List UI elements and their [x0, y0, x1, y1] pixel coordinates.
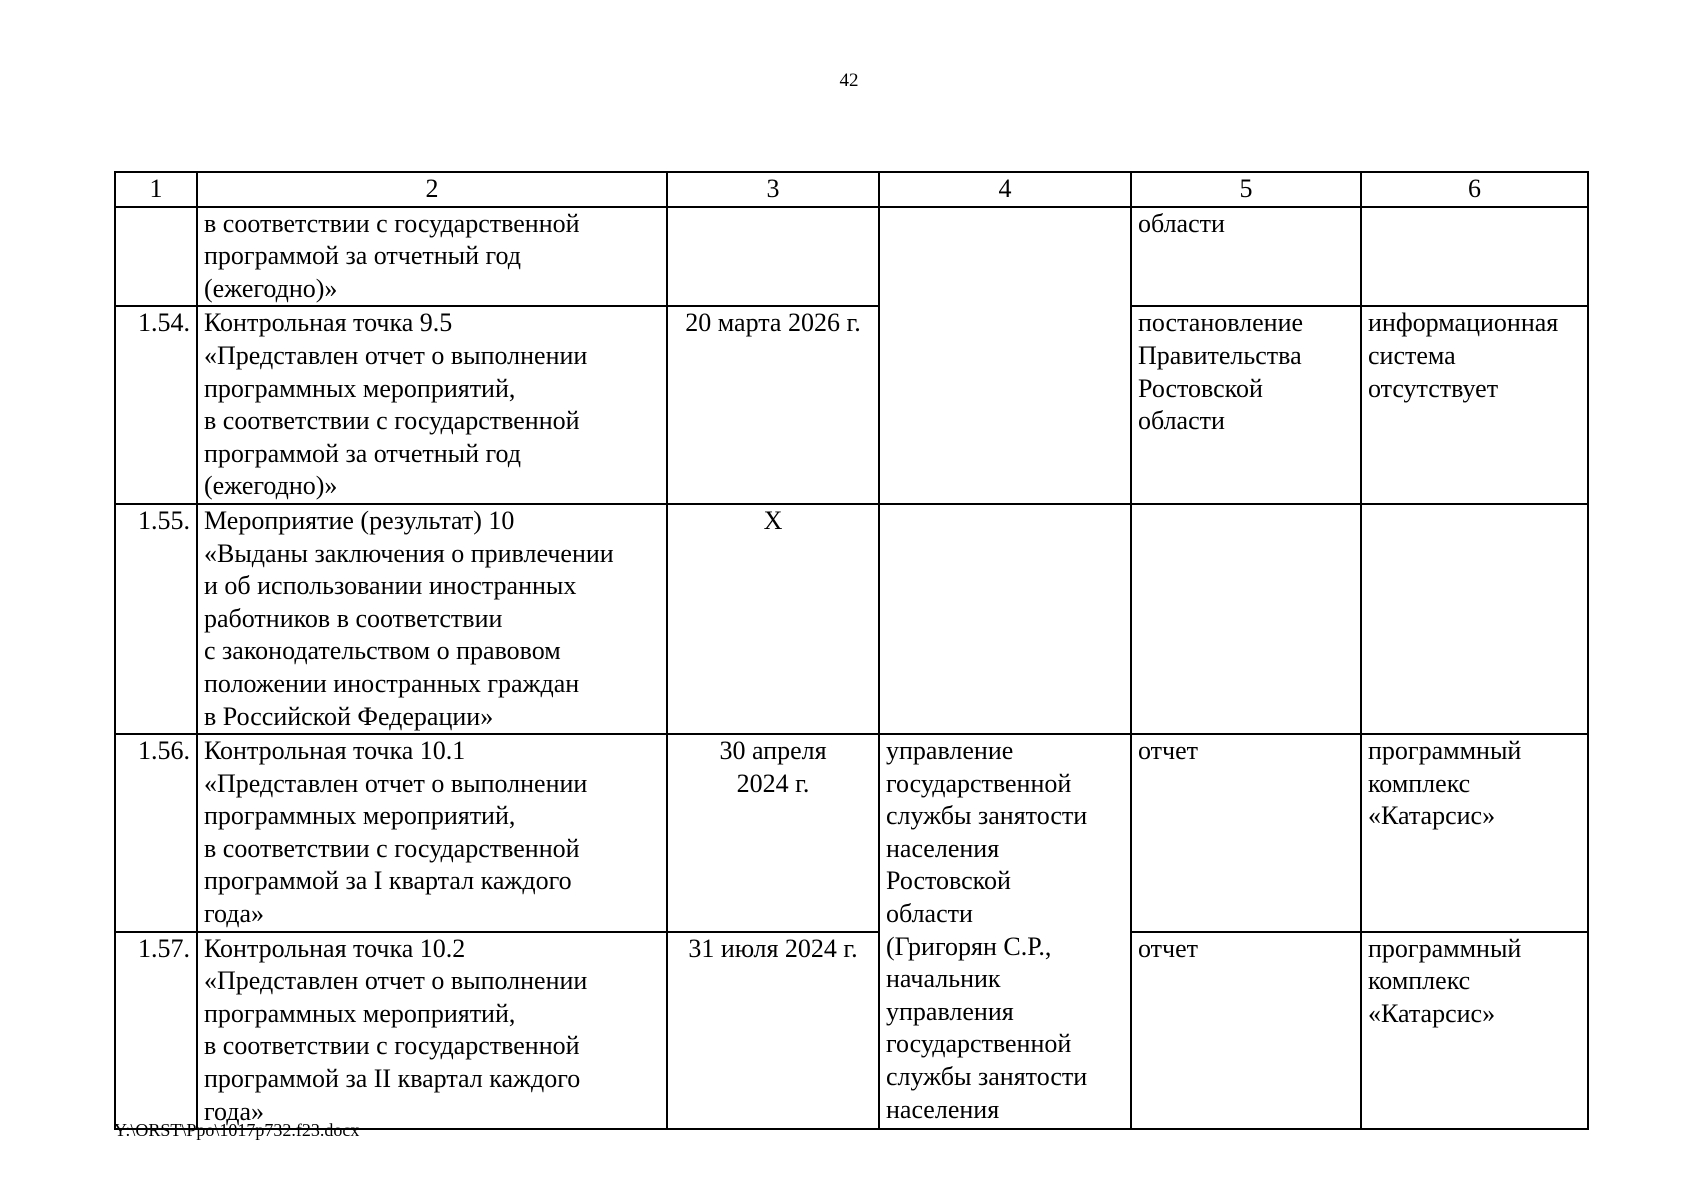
row-description: Контрольная точка 9.5 «Представлен отчет о выполнении программных мероприятий, в соответствии с государственной программой за отчетный год (ежегодно)»: [197, 306, 667, 504]
column-header: 1: [115, 172, 197, 207]
row-info-system: программный комплекс «Катарсис»: [1361, 932, 1588, 1130]
row-number: 1.55.: [115, 504, 197, 734]
row-document: отчет: [1131, 932, 1361, 1130]
row-responsible: [879, 207, 1131, 504]
table-header-row: [115, 172, 1588, 207]
column-header: 3: [667, 172, 879, 207]
column-header: 4: [879, 172, 1131, 207]
row-description: в соответствии с государственной программой за отчетный год (ежегодно)»: [197, 207, 667, 307]
row-document: постановление Правительства Ростовской области: [1131, 306, 1361, 504]
row-date: 31 июля 2024 г.: [667, 932, 879, 1130]
row-date: 30 апреля 2024 г.: [667, 734, 879, 932]
row-date: Х: [667, 504, 879, 734]
table-row: [115, 504, 1588, 734]
row-responsible: [879, 504, 1131, 734]
row-number: 1.54.: [115, 306, 197, 504]
table-row: [115, 734, 1588, 932]
document-table: [114, 171, 1589, 1130]
table-row: [115, 207, 1588, 307]
row-info-system: [1361, 504, 1588, 734]
table-row: [115, 932, 1588, 1130]
row-description: Мероприятие (результат) 10 «Выданы заключения о привлечении и об использовании иностранных работников в соответствии с законодательством о правовом положении иностранных граждан в Российской Федерации»: [197, 504, 667, 734]
row-date: 20 марта 2026 г.: [667, 306, 879, 504]
row-info-system: информационная система отсутствует: [1361, 306, 1588, 504]
column-header: 2: [197, 172, 667, 207]
row-info-system: [1361, 207, 1588, 307]
table-row: [115, 306, 1588, 504]
row-document: [1131, 504, 1361, 734]
row-info-system: программный комплекс «Катарсис»: [1361, 734, 1588, 932]
row-description: Контрольная точка 10.1 «Представлен отчет о выполнении программных мероприятий, в соответствии с государственной программой за I квартал каждого года»: [197, 734, 667, 932]
row-number: 1.56.: [115, 734, 197, 932]
file-path-footer: Y:\ORST\Ppo\1017p732.f23.docx: [114, 1120, 360, 1140]
page-number: 42: [839, 70, 859, 91]
row-date: [667, 207, 879, 307]
column-header: 6: [1361, 172, 1588, 207]
row-description: Контрольная точка 10.2 «Представлен отчет о выполнении программных мероприятий, в соответствии с государственной программой за II квартал каждого года»: [197, 932, 667, 1130]
row-responsible: управление государственной службы занятости населения Ростовской области (Григорян С.Р., начальник управления государственной службы занятости населения: [879, 734, 1131, 1129]
row-number: [115, 207, 197, 307]
row-document: отчет: [1131, 734, 1361, 932]
column-header: 5: [1131, 172, 1361, 207]
row-document: области: [1131, 207, 1361, 307]
row-number: 1.57.: [115, 932, 197, 1130]
